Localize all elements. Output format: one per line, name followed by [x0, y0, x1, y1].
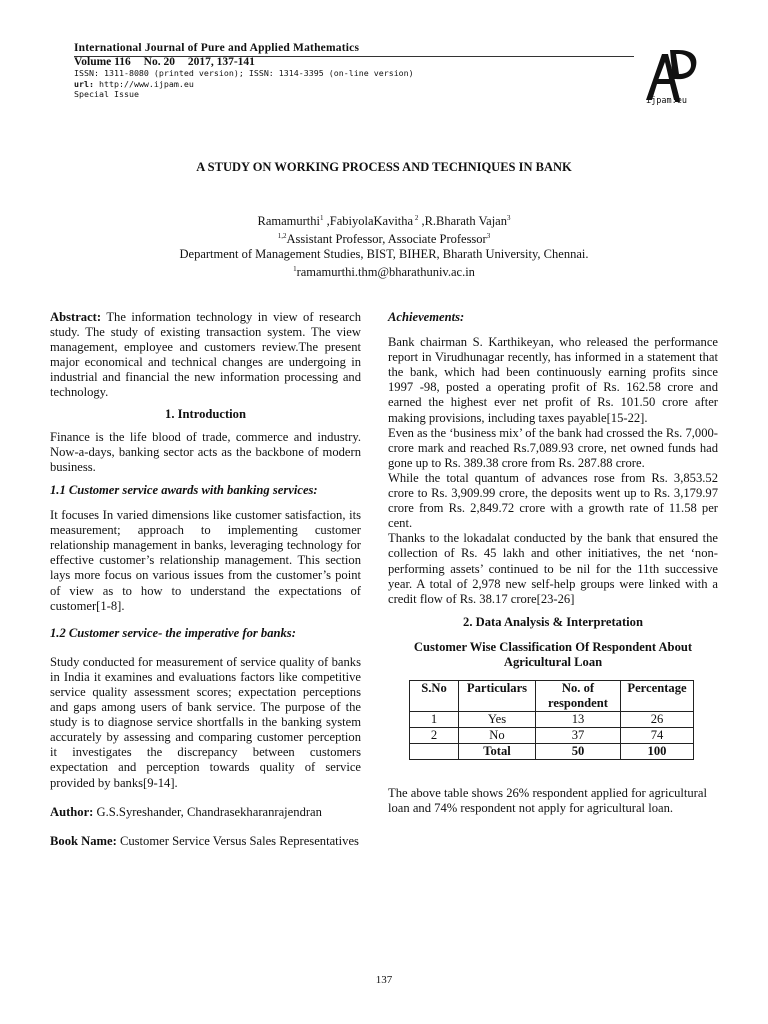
volume: Volume 116 [74, 56, 131, 68]
author-email[interactable]: ramamurthi.thm@bharathuniv.ac.in [296, 265, 475, 280]
section-1-2-heading: 1.2 Customer service- the imperative for banks: [50, 625, 296, 640]
table-header: No. of respondent [536, 681, 621, 712]
table-header: Particulars [459, 681, 536, 712]
table-interpretation: The above table shows 26% respondent applied for agricultural loan and 74% respondent not apply for agricultural loan. [388, 786, 707, 816]
paper-title: A STUDY ON WORKING PROCESS AND TECHNIQUES IN BANK [196, 160, 572, 174]
abstract: Abstract: The information technology in view of research study. The study of existing transaction system. The view management, employee and customers review.The present major economical and technical changes are undergoing in industrial and financial the new information processing and technology. [50, 310, 361, 400]
achievements-para-2: Even as the ‘business mix’ of the bank had crossed the Rs. 7,000-crore mark and reached Rs.7,089.93 crore, net owned funds had gone up to Rs. 389.38 crore from Rs. 287.88 crore. [388, 425, 718, 470]
respondent-table [409, 680, 694, 760]
right-column [388, 310, 718, 816]
table-cell: 74 [621, 728, 694, 744]
header-rule [74, 56, 634, 57]
table-cell: No [459, 728, 536, 744]
table-cell: 13 [536, 712, 621, 728]
table-caption: Customer Wise Classification Of Respondent About Agricultural Loan [413, 639, 693, 669]
table-header-row [410, 681, 694, 712]
table-cell: 2 [410, 728, 459, 744]
issue-number: No. 20 [143, 56, 175, 68]
table-cell: 100 [621, 744, 694, 760]
author-block [0, 211, 768, 280]
achievements-para-3: While the total quantum of advances rose from Rs. 3,853.52 crore to Rs. 3,909.99 crore, the deposits went up to Rs. 3,179.97 crore from Rs. 2,849.72 crore with a growth rate of 11.58 per cent. [388, 470, 718, 531]
year-pages: 2017, 137-141 [187, 56, 255, 68]
logo-url: ijpam.eu [646, 96, 687, 106]
table-header: S.No [410, 681, 459, 712]
journal-header [74, 42, 614, 100]
table-row [410, 712, 694, 728]
achievements-para-4: Thanks to the lokadalat conducted by the bank that ensured the collection of Rs. 45 lakh and other initiatives, the net ‘non-performing assets’ continued to be nil for the 11th successive year. A total of 2,978 new self-help groups were linked with a credit flow of Rs. 38.17 crore[23-26] [388, 531, 718, 606]
left-column [50, 310, 361, 849]
section-2-heading: 2. Data Analysis & Interpretation [463, 614, 643, 629]
author-positions: $^{1,2}$Assistant Professor, Associate Professor$^3$ [277, 232, 491, 247]
intro-text: Finance is the life blood of trade, commerce and industry. Now-a-days, banking sector acts as the backbone of modern business. [50, 429, 361, 474]
table-cell: Total [459, 744, 536, 760]
table-row [410, 728, 694, 744]
author-names: Ramamurthi$^1$ ,FabiyolaKavitha $^2$ ,R.Bharath Vajan$^3$ [257, 214, 511, 229]
journal-name: International Journal of Pure and Applied Mathematics [74, 42, 360, 54]
table-cell: 26 [621, 712, 694, 728]
author-note: Author: G.S.Syreshander, Chandrasekharanrajendran [50, 804, 322, 819]
department: Department of Management Studies, BIST, BIHER, Bharath University, Chennai. [179, 247, 589, 262]
url-line: url: http://www.ijpam.eu [74, 78, 194, 89]
table-cell: 1 [410, 712, 459, 728]
table-cell [410, 744, 459, 760]
table-cell: 50 [536, 744, 621, 760]
email-line: $^1$ramamurthi.thm@bharathuniv.ac.in [293, 265, 475, 280]
intro-heading: 1. Introduction [165, 406, 246, 421]
section-1-1-heading: 1.1 Customer service awards with banking services: [50, 482, 318, 497]
section-1-2-text: Study conducted for measurement of service quality of banks in India it examines and evaluations factors like competitive service quality assessment scores; expectation perceptions and gaps among users of bank service. The purpose of the study is to diagnose service shortfalls in the banking system accurately by assessing and comparing customer perception it investigates the discrepancy between customers expectation and perception towards quality of service provided by banks[9-14]. [50, 654, 361, 790]
section-1-1-text: It focuses In varied dimensions like customer satisfaction, its measurement; approach to implementing customer relationship management in banks, leveraging technology for effective customer’s relationship management. This section lays more focus on various issues from the customer’s point of view as to how to understand the expectations of customer[1-8]. [50, 508, 361, 613]
book-note: Book Name: Customer Service Versus Sales Representatives [50, 833, 359, 848]
volume-line [74, 56, 614, 68]
table-header: Percentage [621, 681, 694, 712]
table-cell: Yes [459, 712, 536, 728]
special-issue: Special Issue [74, 89, 139, 99]
journal-url[interactable]: http://www.ijpam.eu [93, 78, 194, 89]
page-number: 137 [375, 974, 393, 986]
table-total-row [410, 744, 694, 760]
issn: ISSN: 1311-8080 (printed version); ISSN: 1314-3395 (on-line version) [74, 68, 414, 78]
achievements-heading: Achievements: [388, 310, 465, 324]
table-cell: 37 [536, 728, 621, 744]
achievements-para-1: Bank chairman S. Karthikeyan, who released the performance report in Virudhunagar recently, has informed in a statement that the bank, which had been continuously earning profits since 1997 -98, posted a operating profit of Rs. 162.58 crore and earned the highest ever net profit of Rs. 101.50 crore after making provisions, including taxes payable[15-22]. [388, 335, 718, 425]
